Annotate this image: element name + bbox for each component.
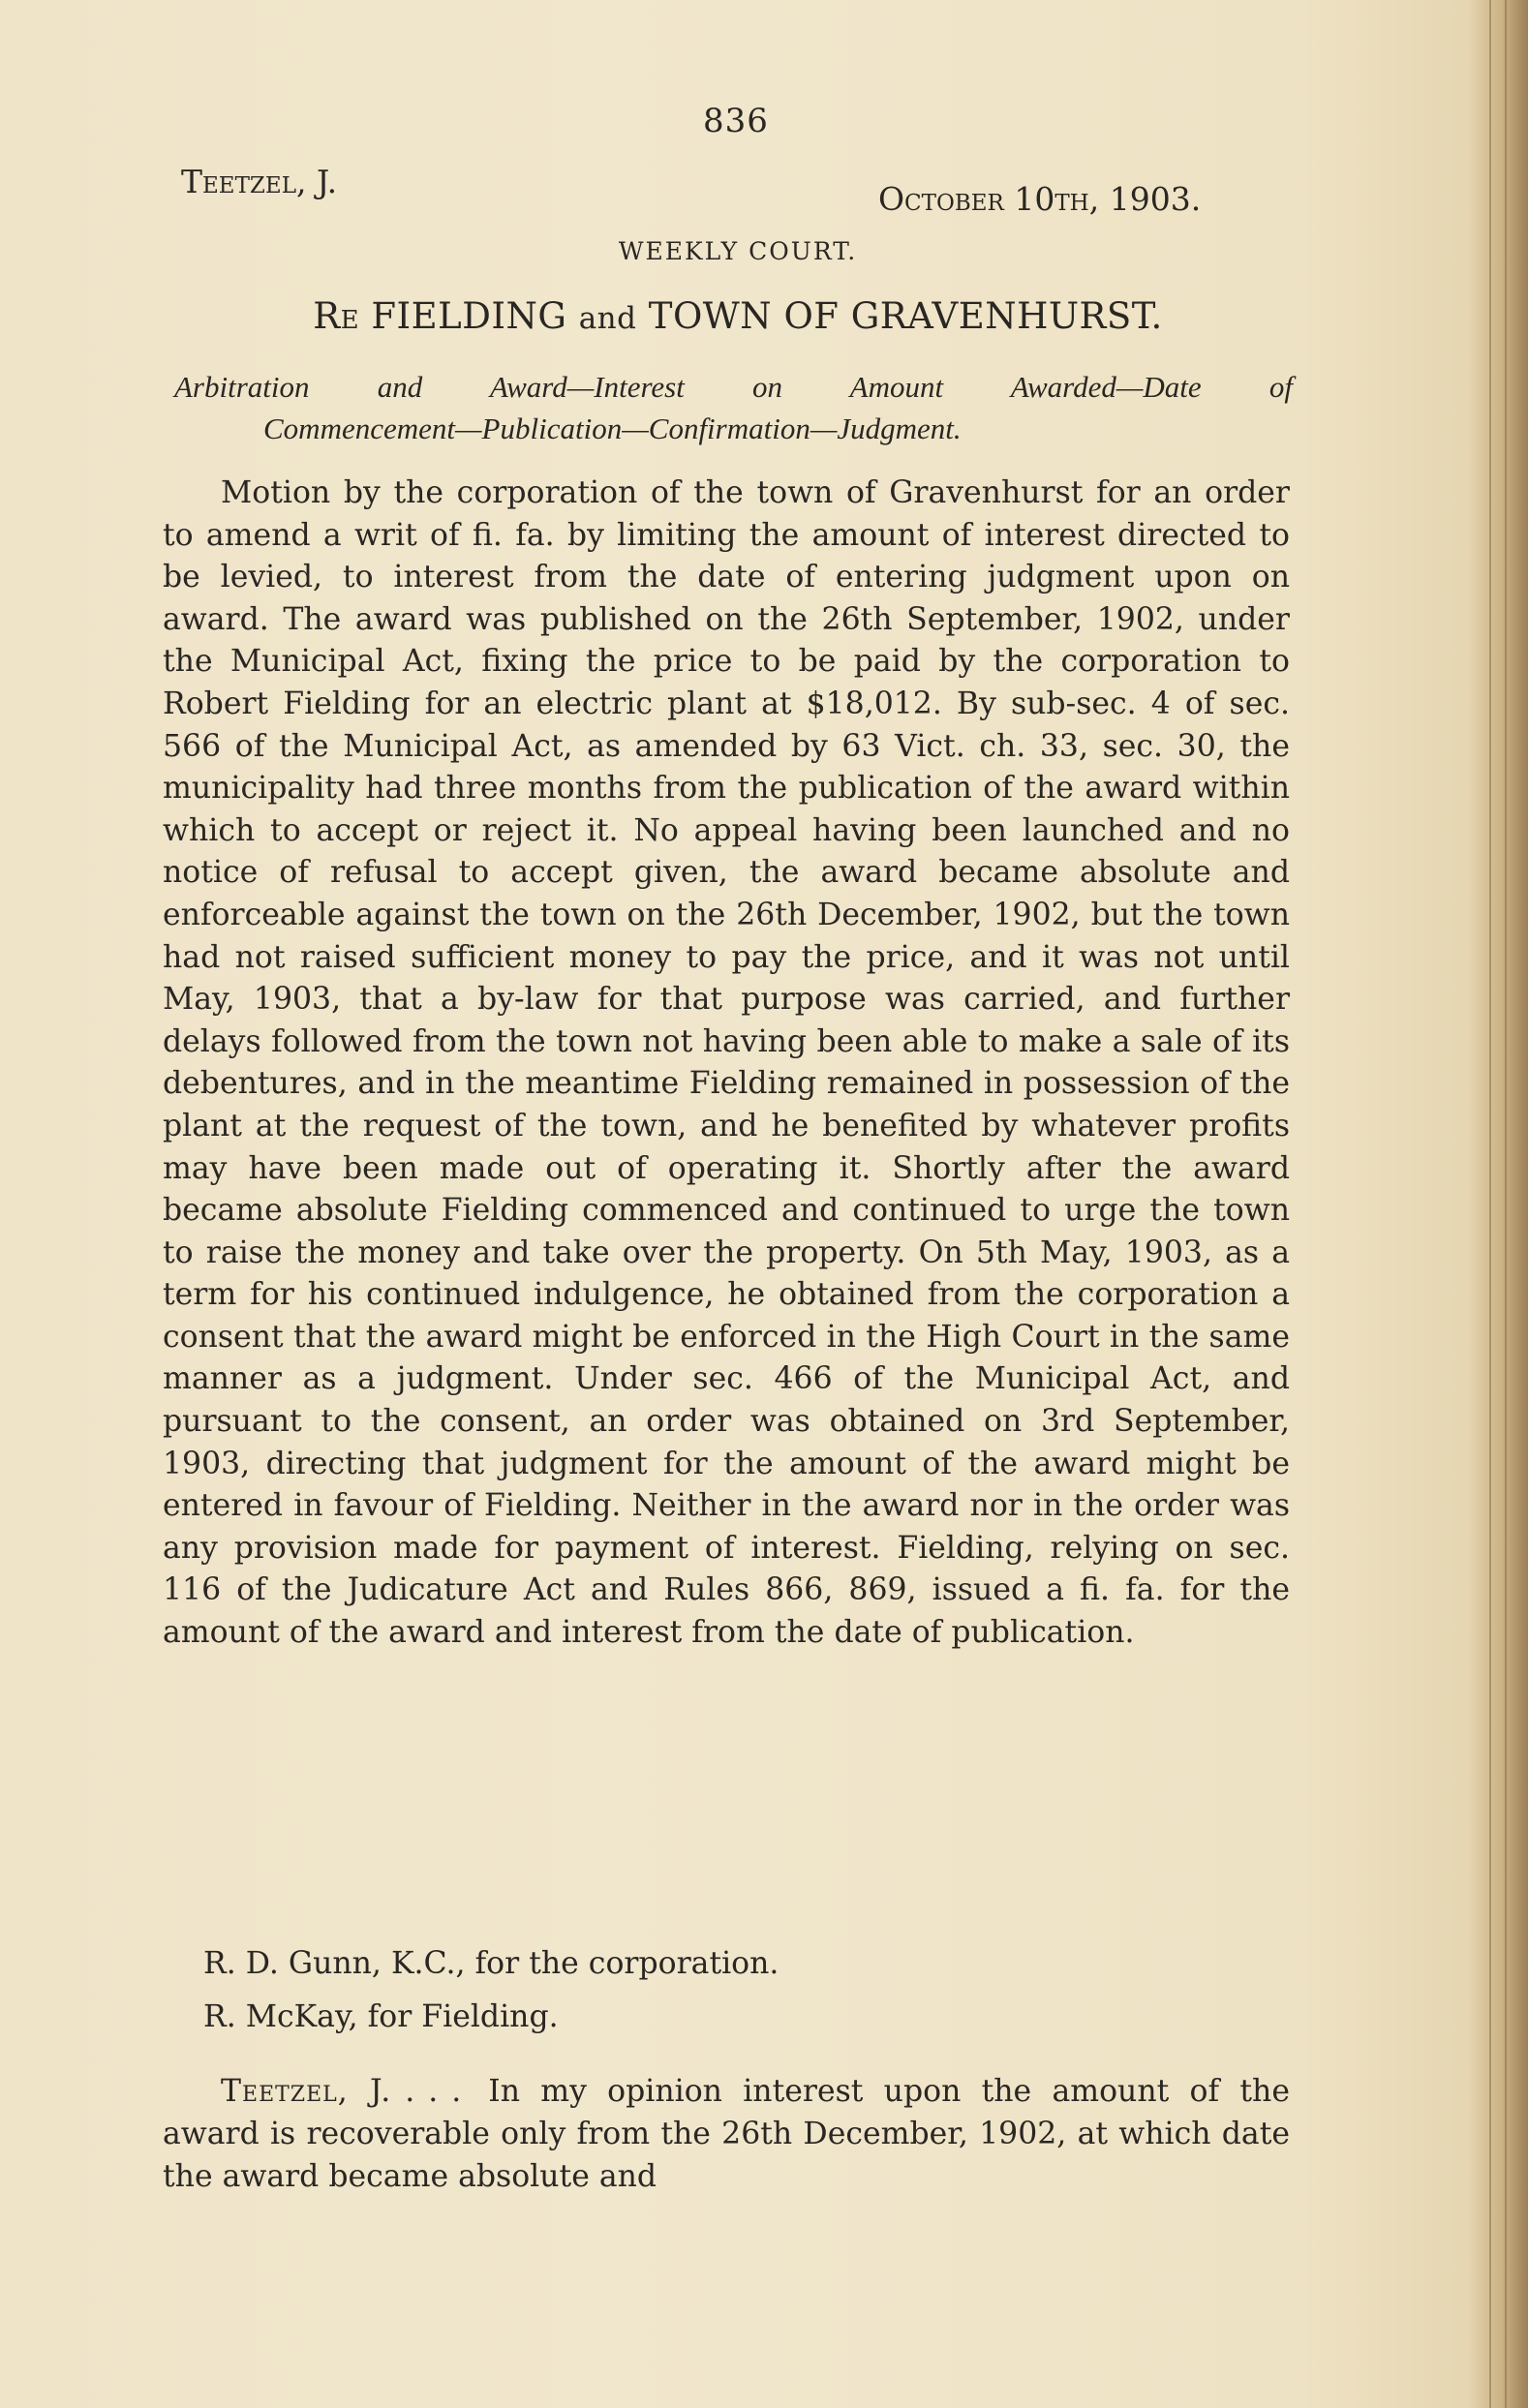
case-title-and: and (578, 301, 637, 336)
counsel-fielding: R. McKay, for Fielding. (203, 1999, 559, 2034)
opinion-paragraph (163, 2070, 1290, 2198)
page-number: 836 (703, 102, 769, 140)
page-edge-line (1489, 0, 1491, 2408)
header-date: October 10th, 1903. (878, 180, 1202, 218)
header-judge: Teetzel, J. (181, 163, 338, 200)
opinion-judge: Teetzel, J. (221, 2074, 392, 2109)
page-edge-line (1505, 0, 1507, 2408)
page-edge-shadow (1468, 0, 1528, 2408)
court-name: WEEKLY COURT. (618, 237, 858, 265)
opinion-ellipsis: ... (405, 2074, 475, 2109)
case-title-party1: FIELDING (371, 295, 567, 337)
headnote (174, 366, 1293, 449)
opinion-text: In my opinion interest upon the amount of the award is recoverable only from the 26th December, 1902, at which date the award became absolute and (163, 2074, 1290, 2194)
body-paragraph: Motion by the corporation of the town of Gravenhurst for an order to amend a writ of fi. fa. by limiting the amount of interest directed to be levied, to interest from the date of entering judgment upon on award. The award was published on the 26th September, 1902, under the Municipal Act, fixing the price to be paid by the corporation to Robert Fielding for an electric plant at $18,012. By sub-sec. 4 of sec. 566 of the Municipal Act, as amended by 63 Vict. ch. 33, sec. 30, the municipality had three months from the publication of the award within which to accept or reject it. No appeal having been launched and no notice of refusal to accept given, the award became absolute and enforceable against the town on the 26th December, 1902, but the town had not raised sufficient money to pay the price, and it was not until May, 1903, that a by-law for that purpose was carried, and further delays followed from the town not having been able to make a sale of its debentures, and in the meantime Fielding remained in possession of the plant at the request of the town, and he benefited by whatever profits may have been made out of operating it. Shortly after the award became absolute Fielding commenced and continued to urge the town to raise the money and take over the property. On 5th May, 1903, as a term for his continued indulgence, he obtained from the corporation a consent that the award might be enforced in the High Court in the same manner as a judgment. Under sec. 466 of the Municipal Act, and pursuant to the consent, an order was obtained on 3rd September, 1903, directing that judgment for the amount of the award might be entered in favour of Fielding. Neither in the award nor in the order was any provision made for payment of interest. Fielding, relying on sec. 116 of the Judicature Act and Rules 866, 869, issued a fi. fa. for the amount of the award and interest from the date of publication. (163, 475, 1290, 1651)
case-title-re: Re (313, 295, 360, 337)
case-title (0, 295, 1476, 337)
headnote-line-2: Commencement—Publication—Confirmation—Judgment. (263, 411, 962, 445)
case-title-party2: TOWN OF GRAVENHURST. (648, 295, 1163, 337)
headnote-line-1: Arbitration and Award—Interest on Amount Awarded—Date of (174, 370, 1293, 404)
counsel-corporation: R. D. Gunn, K.C., for the corporation. (203, 1946, 779, 1981)
